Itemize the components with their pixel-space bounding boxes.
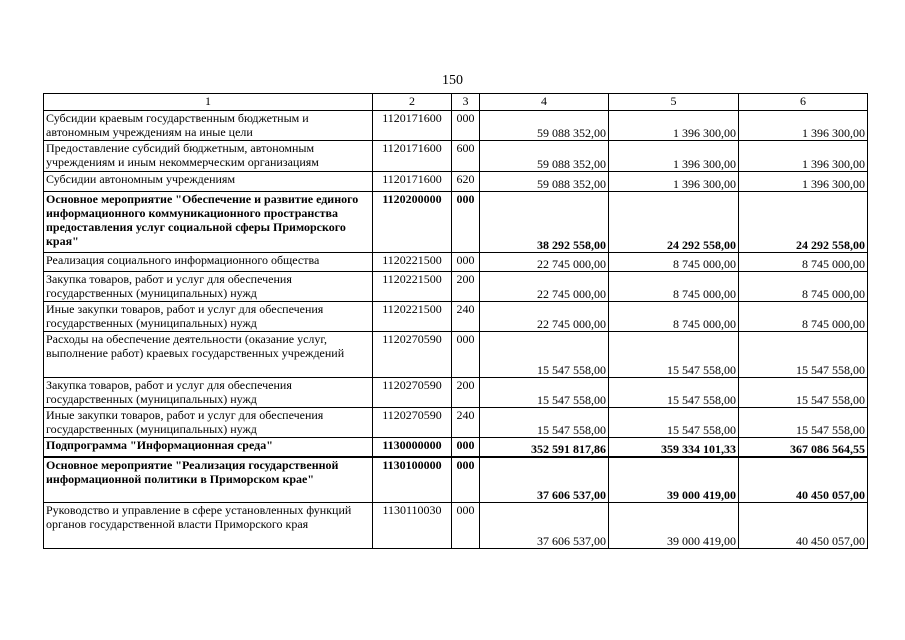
row-value-col4: 352 591 817,86 [480, 438, 609, 457]
row-value-col5: 8 745 000,00 [609, 302, 739, 332]
table-row [44, 111, 868, 141]
table-row [44, 503, 868, 549]
row-value-col6: 15 547 558,00 [739, 408, 868, 438]
row-code-cell: 1130000000 [373, 438, 452, 457]
row-value-col5: 359 334 101,33 [609, 438, 739, 457]
table-body [44, 94, 868, 549]
row-name-cell: Субсидии краевым государственным бюджетным и автономным учреждениям на иные цели [44, 111, 373, 141]
row-value-col5: 15 547 558,00 [609, 408, 739, 438]
row-type-cell: 200 [452, 378, 480, 408]
row-value-col5: 1 396 300,00 [609, 141, 739, 172]
row-name-cell: Основное мероприятие "Обеспечение и развитие единого информационного коммуникационного пространства предоставления услуг социальной сферы Приморского края" [44, 192, 373, 253]
row-value-col4: 15 547 558,00 [480, 408, 609, 438]
row-value-col5: 15 547 558,00 [609, 332, 739, 378]
row-code-cell: 1120270590 [373, 408, 452, 438]
row-value-col5: 15 547 558,00 [609, 378, 739, 408]
row-value-col6: 1 396 300,00 [739, 172, 868, 192]
row-value-col6: 8 745 000,00 [739, 253, 868, 272]
row-code-cell: 1120171600 [373, 172, 452, 192]
table-row [44, 457, 868, 503]
row-name-cell: Закупка товаров, работ и услуг для обеспечения государственных (муниципальных) нужд [44, 378, 373, 408]
row-code-cell: 1120270590 [373, 332, 452, 378]
row-value-col5: 39 000 419,00 [609, 457, 739, 503]
row-value-col6: 367 086 564,55 [739, 438, 868, 457]
table-row [44, 253, 868, 272]
row-name-cell: Закупка товаров, работ и услуг для обеспечения государственных (муниципальных) нужд [44, 272, 373, 302]
table-row [44, 192, 868, 253]
row-value-col5: 24 292 558,00 [609, 192, 739, 253]
row-name-cell: Предоставление субсидий бюджетным, автономным учреждениям и иным некоммерческим организациям [44, 141, 373, 172]
row-value-col6: 15 547 558,00 [739, 332, 868, 378]
row-name-cell: Подпрограмма "Информационная среда" [44, 438, 373, 457]
row-type-cell: 000 [452, 503, 480, 549]
row-value-col4: 15 547 558,00 [480, 378, 609, 408]
row-name-cell: Расходы на обеспечение деятельности (оказание услуг, выполнение работ) краевых государственных учреждений [44, 332, 373, 378]
row-value-col4: 15 547 558,00 [480, 332, 609, 378]
row-name-cell: Субсидии автономным учреждениям [44, 172, 373, 192]
row-value-col4: 22 745 000,00 [480, 253, 609, 272]
row-code-cell: 1130100000 [373, 457, 452, 503]
row-code-cell: 1130110030 [373, 503, 452, 549]
table-row [44, 172, 868, 192]
table-row [44, 378, 868, 408]
table-row [44, 141, 868, 172]
row-value-col6: 15 547 558,00 [739, 378, 868, 408]
row-name-cell: Реализация социального информационного общества [44, 253, 373, 272]
row-value-col5: 1 396 300,00 [609, 172, 739, 192]
row-name-cell: Иные закупки товаров, работ и услуг для обеспечения государственных (муниципальных) нужд [44, 408, 373, 438]
header-col-4: 4 [480, 94, 609, 111]
row-name-cell: Основное мероприятие "Реализация государственной информационной политики в Приморском крае" [44, 457, 373, 503]
row-value-col4: 59 088 352,00 [480, 141, 609, 172]
row-code-cell: 1120221500 [373, 302, 452, 332]
row-type-cell: 000 [452, 253, 480, 272]
page-number: 150 [442, 73, 463, 88]
row-value-col4: 38 292 558,00 [480, 192, 609, 253]
row-value-col4: 37 606 537,00 [480, 457, 609, 503]
row-type-cell: 200 [452, 272, 480, 302]
row-code-cell: 1120171600 [373, 111, 452, 141]
table-header-row [44, 94, 868, 111]
row-type-cell: 620 [452, 172, 480, 192]
row-value-col6: 8 745 000,00 [739, 272, 868, 302]
table-row [44, 272, 868, 302]
row-type-cell: 000 [452, 192, 480, 253]
row-type-cell: 000 [452, 457, 480, 503]
row-value-col6: 40 450 057,00 [739, 503, 868, 549]
header-col-2: 2 [373, 94, 452, 111]
row-value-col4: 37 606 537,00 [480, 503, 609, 549]
row-value-col5: 39 000 419,00 [609, 503, 739, 549]
row-value-col6: 8 745 000,00 [739, 302, 868, 332]
row-type-cell: 000 [452, 332, 480, 378]
row-value-col4: 59 088 352,00 [480, 172, 609, 192]
row-value-col6: 24 292 558,00 [739, 192, 868, 253]
row-type-cell: 240 [452, 408, 480, 438]
row-value-col5: 8 745 000,00 [609, 253, 739, 272]
row-value-col4: 22 745 000,00 [480, 272, 609, 302]
row-value-col6: 1 396 300,00 [739, 111, 868, 141]
header-col-6: 6 [739, 94, 868, 111]
row-code-cell: 1120171600 [373, 141, 452, 172]
row-type-cell: 600 [452, 141, 480, 172]
row-code-cell: 1120221500 [373, 253, 452, 272]
row-value-col5: 8 745 000,00 [609, 272, 739, 302]
table-row [44, 302, 868, 332]
row-value-col6: 40 450 057,00 [739, 457, 868, 503]
row-name-cell: Руководство и управление в сфере установленных функций органов государственной власти Приморского края [44, 503, 373, 549]
header-col-3: 3 [452, 94, 480, 111]
table-row [44, 438, 868, 457]
row-code-cell: 1120221500 [373, 272, 452, 302]
row-code-cell: 1120270590 [373, 378, 452, 408]
table-row [44, 408, 868, 438]
row-value-col5: 1 396 300,00 [609, 111, 739, 141]
table-row [44, 332, 868, 378]
row-value-col4: 22 745 000,00 [480, 302, 609, 332]
row-type-cell: 240 [452, 302, 480, 332]
row-type-cell: 000 [452, 111, 480, 141]
row-type-cell: 000 [452, 438, 480, 457]
row-name-cell: Иные закупки товаров, работ и услуг для обеспечения государственных (муниципальных) нужд [44, 302, 373, 332]
row-value-col4: 59 088 352,00 [480, 111, 609, 141]
header-col-1: 1 [44, 94, 373, 111]
header-col-5: 5 [609, 94, 739, 111]
row-value-col6: 1 396 300,00 [739, 141, 868, 172]
budget-table [43, 93, 868, 549]
row-code-cell: 1120200000 [373, 192, 452, 253]
